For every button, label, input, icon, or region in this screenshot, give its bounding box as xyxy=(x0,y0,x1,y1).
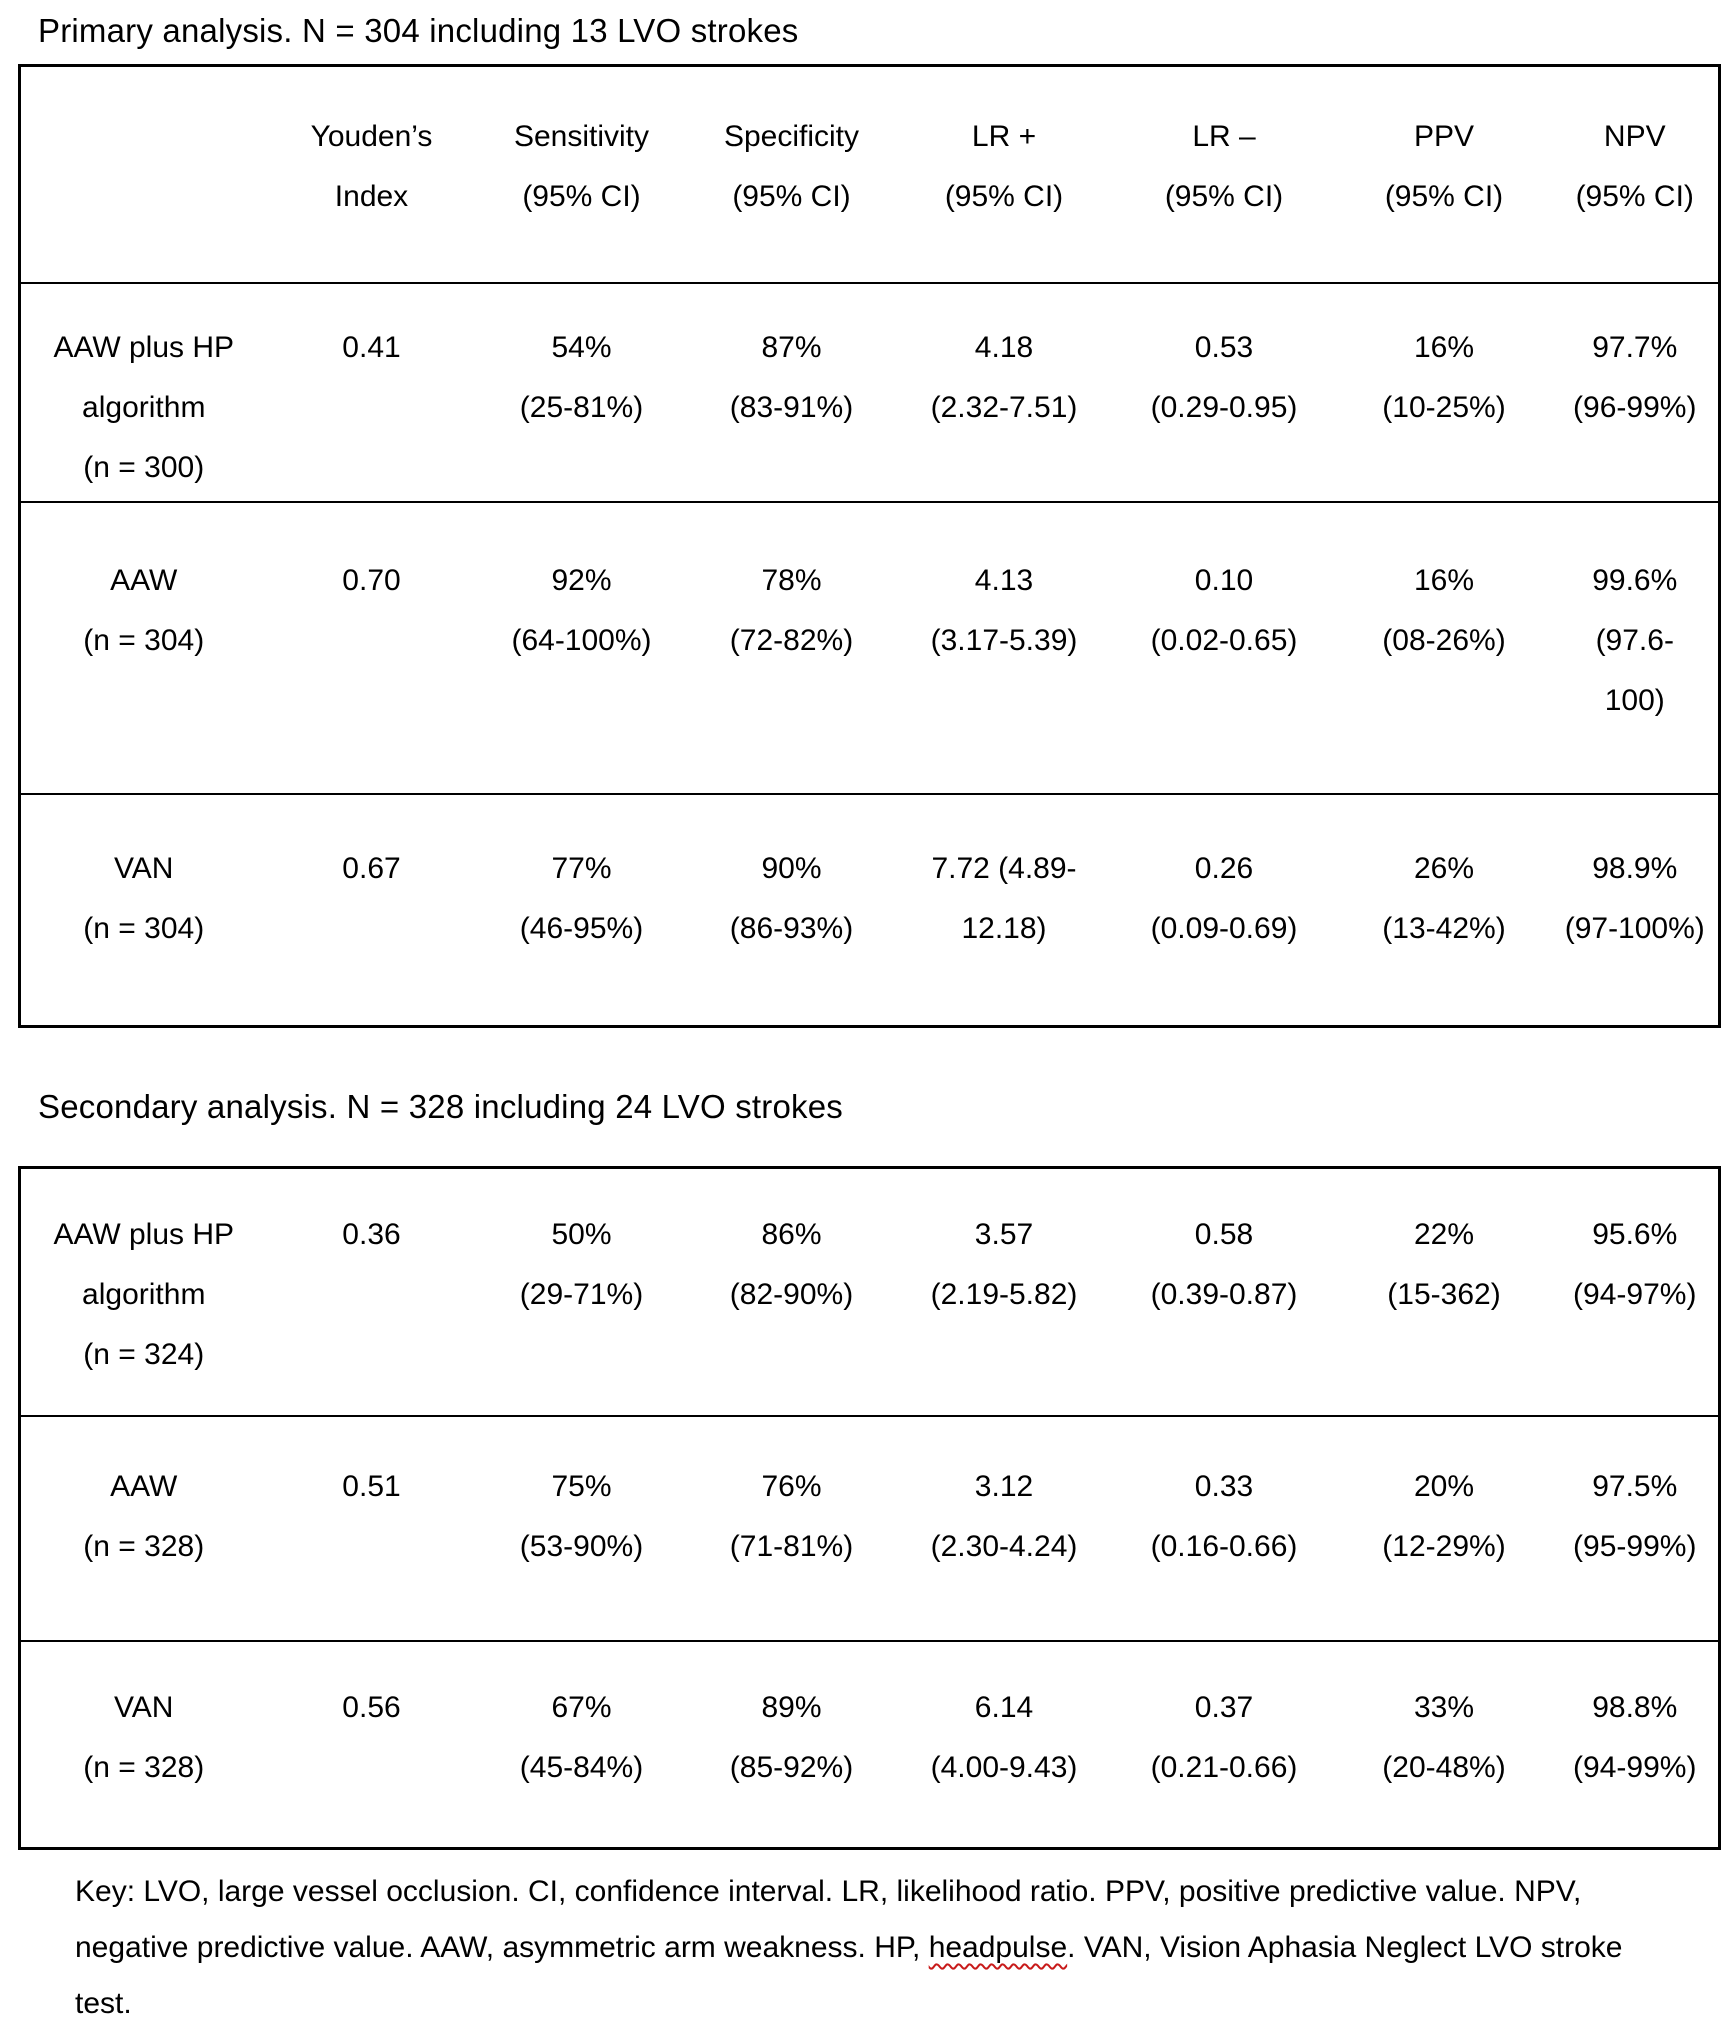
cell-line: (10-25%) xyxy=(1382,391,1506,424)
cell-line: (45-84%) xyxy=(519,1751,644,1784)
cell-line: 75% xyxy=(551,1470,612,1503)
cell-line: VAN xyxy=(114,1691,174,1724)
cell-npv xyxy=(1552,794,1720,1027)
cell-sensitivity xyxy=(477,283,687,502)
cell-line: (2.30-4.24) xyxy=(930,1530,1078,1563)
cell-line: (46-95%) xyxy=(519,912,644,945)
cell-line: 16% xyxy=(1413,564,1475,597)
header-line: (95% CI) xyxy=(522,180,641,213)
cell-line: (0.29-0.95) xyxy=(1150,391,1298,424)
key-text-part2: . VAN, Vision Aphasia Neglect LVO stroke test. xyxy=(75,1931,1623,2020)
cell-line: (25-81%) xyxy=(519,391,644,424)
table-row xyxy=(20,1416,1720,1641)
cell-lr-plus xyxy=(897,1168,1112,1417)
cell-line: (0.09-0.69) xyxy=(1150,912,1298,945)
cell-specificity xyxy=(687,502,897,794)
cell-line: (n = 300) xyxy=(83,451,205,484)
cell-line: 98.9% xyxy=(1592,852,1678,885)
col-header-lr-plus xyxy=(897,66,1112,284)
cell-lr-minus xyxy=(1112,1416,1337,1641)
cell-line: (13-42%) xyxy=(1382,912,1506,945)
table-row xyxy=(20,502,1720,794)
cell-test-label xyxy=(20,1416,267,1641)
cell-line: (2.32-7.51) xyxy=(930,391,1078,424)
header-line: (95% CI) xyxy=(1164,180,1284,213)
cell-sensitivity xyxy=(477,1416,687,1641)
cell-ppv xyxy=(1337,1168,1552,1417)
cell-line: 0.10 xyxy=(1194,564,1254,597)
cell-test-label xyxy=(20,1641,267,1849)
cell-sensitivity xyxy=(477,1641,687,1849)
cell-line: 0.67 xyxy=(342,852,401,885)
cell-line: (n = 304) xyxy=(83,912,205,945)
cell-test-label xyxy=(20,283,267,502)
cell-line: 12.18) xyxy=(961,912,1047,945)
cell-line: (n = 324) xyxy=(83,1338,205,1371)
cell-specificity xyxy=(687,1168,897,1417)
secondary-analysis-table xyxy=(18,1166,1721,1850)
cell-test-label xyxy=(20,794,267,1027)
header-line: NPV xyxy=(1603,120,1666,153)
cell-line: (64-100%) xyxy=(511,624,652,657)
cell-line: 97.7% xyxy=(1592,331,1678,364)
cell-line: (n = 328) xyxy=(83,1530,205,1563)
cell-lr-minus xyxy=(1112,283,1337,502)
cell-line: 0.51 xyxy=(342,1470,401,1503)
cell-lr-plus xyxy=(897,502,1112,794)
cell-line: 99.6% xyxy=(1592,564,1678,597)
cell-line: algorithm xyxy=(82,391,206,424)
header-line: (95% CI) xyxy=(1575,180,1694,213)
cell-line: 78% xyxy=(761,564,822,597)
cell-line: (72-82%) xyxy=(729,624,854,657)
cell-line: (08-26%) xyxy=(1382,624,1506,657)
cell-line: 97.5% xyxy=(1592,1470,1678,1503)
cell-line: 90% xyxy=(761,852,822,885)
cell-line: (n = 328) xyxy=(83,1751,205,1784)
cell-line: (53-90%) xyxy=(519,1530,644,1563)
header-row xyxy=(20,66,1720,284)
cell-line: AAW xyxy=(110,564,178,597)
cell-line: 95.6% xyxy=(1592,1218,1678,1251)
cell-line: (97.6- xyxy=(1595,624,1674,657)
cell-youdens-index xyxy=(267,502,477,794)
header-line: Youden’s xyxy=(310,120,433,153)
cell-line: (0.02-0.65) xyxy=(1150,624,1298,657)
cell-line: (97-100%) xyxy=(1564,912,1705,945)
col-header-empty xyxy=(20,66,267,284)
cell-line: (85-92%) xyxy=(729,1751,854,1784)
cell-npv xyxy=(1552,283,1720,502)
col-header-lr-minus xyxy=(1112,66,1337,284)
cell-youdens-index xyxy=(267,1416,477,1641)
col-header-ppv xyxy=(1337,66,1552,284)
cell-line: 54% xyxy=(551,331,612,364)
cell-ppv xyxy=(1337,794,1552,1027)
cell-line: 50% xyxy=(551,1218,612,1251)
cell-specificity xyxy=(687,1416,897,1641)
cell-youdens-index xyxy=(267,1641,477,1849)
cell-line: 16% xyxy=(1413,331,1475,364)
header-line: (95% CI) xyxy=(1384,180,1504,213)
primary-analysis-table xyxy=(18,64,1721,1028)
cell-specificity xyxy=(687,283,897,502)
key-text-part1: Key: LVO, large vessel occlusion. CI, confidence interval. LR, likelihood ratio. PPV, positive predictive value. NPV, negative predictive value. AAW, asymmetric arm weakness. HP, xyxy=(75,1875,1582,1964)
cell-line: 0.70 xyxy=(342,564,401,597)
cell-lr-minus xyxy=(1112,1168,1337,1417)
cell-npv xyxy=(1552,502,1720,794)
cell-lr-minus xyxy=(1112,794,1337,1027)
cell-line: 22% xyxy=(1413,1218,1475,1251)
col-header-youdens-index xyxy=(267,66,477,284)
cell-npv xyxy=(1552,1168,1720,1417)
cell-line: 0.56 xyxy=(342,1691,401,1724)
cell-sensitivity xyxy=(477,794,687,1027)
table-row xyxy=(20,794,1720,1027)
cell-line: 0.37 xyxy=(1194,1691,1254,1724)
cell-line: 26% xyxy=(1413,852,1475,885)
cell-line: (95-99%) xyxy=(1573,1530,1697,1563)
header-line: PPV xyxy=(1413,120,1475,153)
table-row xyxy=(20,283,1720,502)
cell-line: AAW plus HP xyxy=(53,331,235,364)
cell-ppv xyxy=(1337,283,1552,502)
header-line: Index xyxy=(334,180,409,213)
header-line: LR + xyxy=(971,120,1037,153)
cell-line: AAW xyxy=(110,1470,178,1503)
cell-line: (71-81%) xyxy=(729,1530,854,1563)
cell-line: (82-90%) xyxy=(729,1278,854,1311)
cell-line: (12-29%) xyxy=(1382,1530,1506,1563)
header-line: (95% CI) xyxy=(944,180,1064,213)
cell-line: (96-99%) xyxy=(1573,391,1697,424)
cell-line: 6.14 xyxy=(974,1691,1034,1724)
cell-line: (94-97%) xyxy=(1573,1278,1697,1311)
header-line: Specificity xyxy=(723,120,860,153)
cell-specificity xyxy=(687,794,897,1027)
cell-specificity xyxy=(687,1641,897,1849)
header-line: LR – xyxy=(1192,120,1256,153)
cell-line: 4.13 xyxy=(974,564,1034,597)
cell-ppv xyxy=(1337,502,1552,794)
cell-line: (0.39-0.87) xyxy=(1150,1278,1298,1311)
cell-line: AAW plus HP xyxy=(53,1218,235,1251)
cell-line: (83-91%) xyxy=(729,391,854,424)
cell-npv xyxy=(1552,1416,1720,1641)
cell-line: 0.53 xyxy=(1194,331,1254,364)
cell-line: 0.33 xyxy=(1194,1470,1254,1503)
header-line: (95% CI) xyxy=(732,180,851,213)
cell-line: 4.18 xyxy=(974,331,1034,364)
cell-test-label xyxy=(20,1168,267,1417)
header-line: Sensitivity xyxy=(513,120,650,153)
cell-line: 98.8% xyxy=(1592,1691,1678,1724)
cell-line: (15-362) xyxy=(1387,1278,1501,1311)
col-header-sensitivity xyxy=(477,66,687,284)
cell-line: 3.57 xyxy=(974,1218,1034,1251)
table-row xyxy=(20,1168,1720,1417)
cell-sensitivity xyxy=(477,502,687,794)
cell-ppv xyxy=(1337,1641,1552,1849)
cell-line: 0.26 xyxy=(1194,852,1254,885)
cell-line: 33% xyxy=(1413,1691,1475,1724)
cell-line: (94-99%) xyxy=(1573,1751,1697,1784)
cell-youdens-index xyxy=(267,1168,477,1417)
cell-line: (3.17-5.39) xyxy=(930,624,1078,657)
cell-line: 77% xyxy=(551,852,612,885)
page-title-primary: Primary analysis. N = 304 including 13 LVO strokes xyxy=(38,12,799,49)
cell-lr-plus xyxy=(897,794,1112,1027)
cell-line: (4.00-9.43) xyxy=(930,1751,1078,1784)
cell-lr-plus xyxy=(897,1416,1112,1641)
cell-line: 76% xyxy=(761,1470,822,1503)
cell-line: 20% xyxy=(1413,1470,1475,1503)
cell-ppv xyxy=(1337,1416,1552,1641)
cell-youdens-index xyxy=(267,794,477,1027)
cell-line: VAN xyxy=(114,852,174,885)
cell-test-label xyxy=(20,502,267,794)
cell-lr-plus xyxy=(897,283,1112,502)
cell-line: (n = 304) xyxy=(83,624,205,657)
cell-line: 3.12 xyxy=(974,1470,1034,1503)
cell-youdens-index xyxy=(267,283,477,502)
cell-lr-minus xyxy=(1112,502,1337,794)
col-header-npv xyxy=(1552,66,1720,284)
cell-line: 89% xyxy=(761,1691,822,1724)
abbreviations-key xyxy=(75,1864,1670,2032)
cell-line: 67% xyxy=(551,1691,612,1724)
cell-line: 100) xyxy=(1604,684,1665,717)
cell-sensitivity xyxy=(477,1168,687,1417)
page-title-secondary: Secondary analysis. N = 328 including 24 LVO strokes xyxy=(38,1088,843,1125)
cell-line: 0.41 xyxy=(342,331,401,364)
cell-line: 7.72 (4.89- xyxy=(931,852,1077,885)
cell-line: 92% xyxy=(551,564,612,597)
cell-line: algorithm xyxy=(82,1278,206,1311)
cell-line: 0.58 xyxy=(1194,1218,1254,1251)
cell-line: (86-93%) xyxy=(729,912,854,945)
cell-line: (0.16-0.66) xyxy=(1150,1530,1298,1563)
table-row xyxy=(20,1641,1720,1849)
cell-npv xyxy=(1552,1641,1720,1849)
cell-line: (29-71%) xyxy=(519,1278,644,1311)
cell-line: 87% xyxy=(761,331,822,364)
cell-line: (0.21-0.66) xyxy=(1150,1751,1298,1784)
cell-line: 86% xyxy=(761,1218,822,1251)
cell-lr-plus xyxy=(897,1641,1112,1849)
col-header-specificity xyxy=(687,66,897,284)
cell-line: 0.36 xyxy=(342,1218,401,1251)
cell-line: (20-48%) xyxy=(1382,1751,1506,1784)
cell-lr-minus xyxy=(1112,1641,1337,1849)
misspelled-word-headpulse: headpulse xyxy=(928,1931,1068,1964)
cell-line: (2.19-5.82) xyxy=(930,1278,1078,1311)
